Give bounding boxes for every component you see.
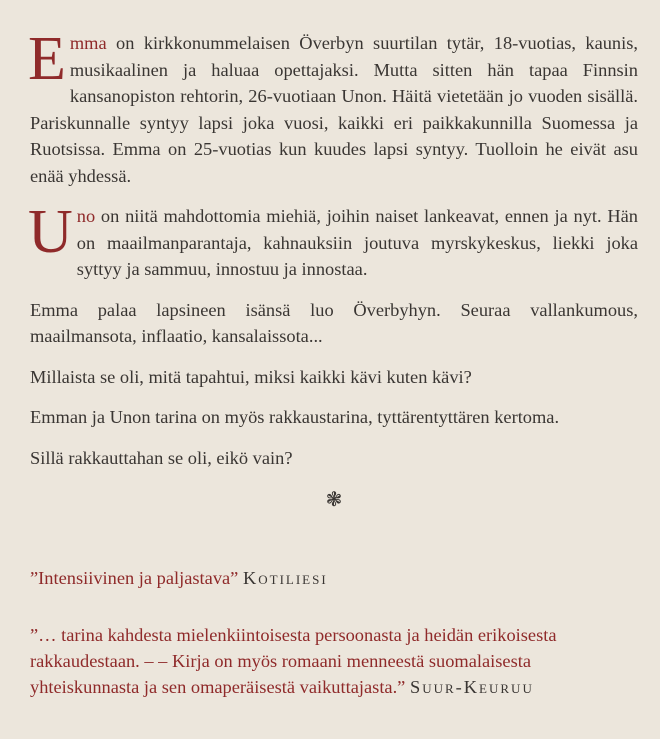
review-quote-1 <box>30 565 328 591</box>
quote-text: ”… tarina kahdesta mielenkiintoisesta persoonasta ja heidän erikoisesta rakkaudestaan. – – Kirja on myös romaani menneestä suomalaisesta yhteiskunnasta ja sen omaperäisestä vaikuttajasta.” <box>30 625 557 697</box>
lead-word: mma <box>69 33 107 53</box>
paragraph-emma <box>28 25 638 189</box>
paragraph-text: on niitä mahdottomia miehiä, joihin naiset lankeavat, ennen ja nyt. Hän on maailmanparantaja, kahnauksiin joutuva myrskykeskus, liekki joka syttyy ja sammuu, innostuu ja innostaa. <box>76 206 638 279</box>
paragraph-love-story: Emman ja Unon tarina on myös rakkaustarina, tyttärentyttären kertoma. <box>30 407 560 427</box>
lead-word: no <box>76 206 96 226</box>
paragraph-closing: Sillä rakkauttahan se oli, eikö vain? <box>30 447 293 468</box>
drop-cap-u: U <box>28 198 73 266</box>
quote-text: ”Intensiivinen ja paljastava” <box>30 568 239 588</box>
quote-source: Suur-Keuruu <box>409 677 534 697</box>
paragraph-question: Millaista se oli, mitä tapahtui, miksi kaikki kävi kuten kävi? <box>30 366 472 387</box>
drop-cap-e: E <box>28 25 66 93</box>
review-quote-2 <box>30 622 630 700</box>
paragraph-uno <box>28 198 638 283</box>
ornament-icon: ❃ <box>325 489 343 511</box>
quote-source: Kotiliesi <box>242 568 328 588</box>
paragraph-return: Emma palaa lapsineen isänsä luo Överbyhyn. Seuraa vallankumous, maailmansota, inflaatio, kansalaissota... <box>30 299 638 346</box>
paragraph-text: on kirkkonummelaisen Överbyn suurtilan tytär, 18-vuotias, kaunis, musikaalinen ja haluaa opettajaksi. Mutta sitten hän tapaa Finnsin kansanopiston rehtorin, 26-vuotiaan Unon. Häitä vietetään jo vuoden sisällä. Pariskunnalle syntyy lapsi joka vuosi, kaikki eri paikkakunnilla Suomessa ja Ruotsissa. Emma on 25-vuotias kun kuudes lapsi syntyy. Tuolloin he eivät asu enää yhdessä. <box>30 33 638 186</box>
